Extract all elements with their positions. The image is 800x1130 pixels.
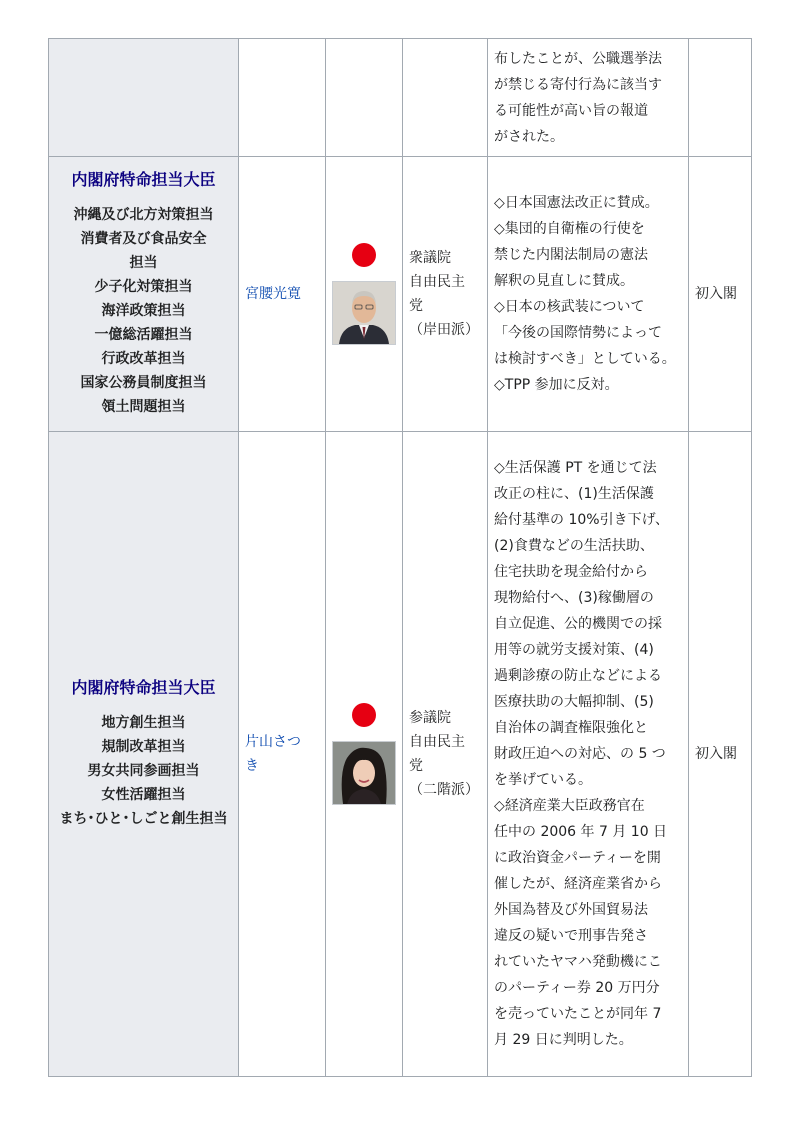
note-line: を挙げている。 [494,772,592,788]
note-line: 財政圧迫への対応、の 5 つ [494,746,666,762]
note-line: 任中の 2006 年 7 月 10 日 [494,824,668,840]
post-subtitle: 少子化対策担当 [94,279,193,295]
note-line: 催したが、経済産業省から [494,876,662,892]
post-cell [49,39,239,157]
post-subtitle: 国家公務員制度担当 [80,375,207,391]
post-subtitle: 行政改革担当 [101,351,186,367]
table-row [49,39,752,157]
party-line: 自由民主 [409,274,465,290]
party-line: 衆議院 [409,250,451,266]
party-cell [403,432,488,1077]
remark-text: 初入閣 [695,746,737,762]
note-line: 禁じた内閣法制局の憲法 [494,247,648,263]
note-line: 過剰診療の防止などによる [494,668,662,684]
remark-text: 初入閣 [695,286,737,302]
note-line: 住宅扶助を現金給付から [494,564,648,580]
remark-cell [689,39,752,157]
post-subtitle: 海洋政策担当 [101,303,186,319]
note-line: がされた。 [494,128,564,145]
note-line: 違反の疑いで刑事告発さ [494,928,648,944]
note-line: 自治体の調査権限強化と [494,720,648,736]
post-subtitle: 規制改革担当 [101,739,186,755]
post-cell [49,432,239,1077]
note-line: 「今後の国際情勢によって [494,325,662,341]
party-cell [403,157,488,432]
name-cell [239,39,326,157]
name-cell [239,432,326,1077]
note-line: ◇経済産業大臣政務官在 [494,798,645,814]
notes-cell [488,432,689,1077]
remark-cell [689,432,752,1077]
table-row [49,432,752,1077]
party-line: 参議院 [409,710,451,726]
post-subtitle: 領土問題担当 [101,399,186,415]
note-line: る可能性が高い旨の報道 [494,102,648,119]
name-line[interactable]: 片山さつ [245,734,301,750]
note-line: が禁じる寄付行為に該当す [494,76,662,93]
note-line: ◇生活保護 PT を通じて法 [494,460,657,476]
japan-flag-icon [352,703,376,727]
person-name-link[interactable]: 宮腰光寛 [245,286,301,302]
name-line[interactable]: き [245,758,259,774]
note-line: 布したことが、公職選挙法 [494,50,662,67]
note-line: 用等の就労支援対策、(4) [494,642,654,658]
note-line: れていたヤマハ発動機にこ [494,954,662,970]
remark-cell [689,157,752,432]
post-subtitle: まち･ひと･しごと創生担当 [59,811,228,827]
photo-cell [326,157,403,432]
name-cell [239,157,326,432]
note-line: 給付基準の 10%引き下げ、 [494,512,670,528]
post-subtitle: 地方創生担当 [101,715,186,731]
post-subtitle: 沖縄及び北方対策担当 [73,207,214,223]
note-line: ◇TPP 参加に反対。 [494,377,619,393]
post-subtitle: 女性活躍担当 [101,787,186,803]
note-line: 自立促進、公的機関での採 [494,616,662,632]
note-line: を売っていたことが同年 7 [494,1006,662,1022]
party-cell [403,39,488,157]
note-line: ◇日本国憲法改正に賛成。 [494,195,659,211]
notes-cell [488,157,689,432]
note-line: 解釈の見直しに賛成。 [494,273,634,289]
note-line: は検討すべき」としている。 [494,351,676,367]
portrait-photo[interactable] [332,281,396,345]
party-line: 党 [409,758,423,774]
table-row [49,157,752,432]
person-name-link[interactable] [239,730,325,778]
note-line: 医療扶助の大幅抑制、(5) [494,694,654,710]
note-line: 現物給付へ、(3)稼働層の [494,590,654,606]
notes-cell [488,39,689,157]
post-title-link[interactable]: 内閣府特命担当大臣 [71,170,216,189]
note-line: に政治資金パーティーを開 [494,850,661,866]
post-subtitle: 一億総活躍担当 [94,327,193,343]
note-line: 外国為替及び外国貿易法 [494,902,648,918]
post-subtitle: 男女共同参画担当 [87,763,200,779]
party-line: 自由民主 [409,734,465,750]
post-cell [49,157,239,432]
party-line: （岸田派） [409,322,479,338]
note-line: のパーティー券 20 万円分 [494,980,660,996]
note-line: 月 29 日に判明した。 [494,1032,633,1048]
cabinet-table [48,38,752,1077]
note-line: ◇日本の核武装について [494,299,645,315]
party-line: 党 [409,298,423,314]
photo-cell [326,39,403,157]
post-title-link[interactable]: 内閣府特命担当大臣 [71,678,216,697]
note-line: (2)食費などの生活扶助、 [494,538,654,554]
note-line: 改正の柱に、(1)生活保護 [494,486,654,502]
post-subtitle: 消費者及び食品安全 [80,231,207,247]
photo-cell [326,432,403,1077]
note-line: ◇集団的自衛権の行使を [494,221,645,237]
party-line: （二階派） [409,782,479,798]
post-subtitle: 担当 [129,255,158,271]
japan-flag-icon [352,243,376,267]
portrait-photo[interactable] [332,741,396,805]
